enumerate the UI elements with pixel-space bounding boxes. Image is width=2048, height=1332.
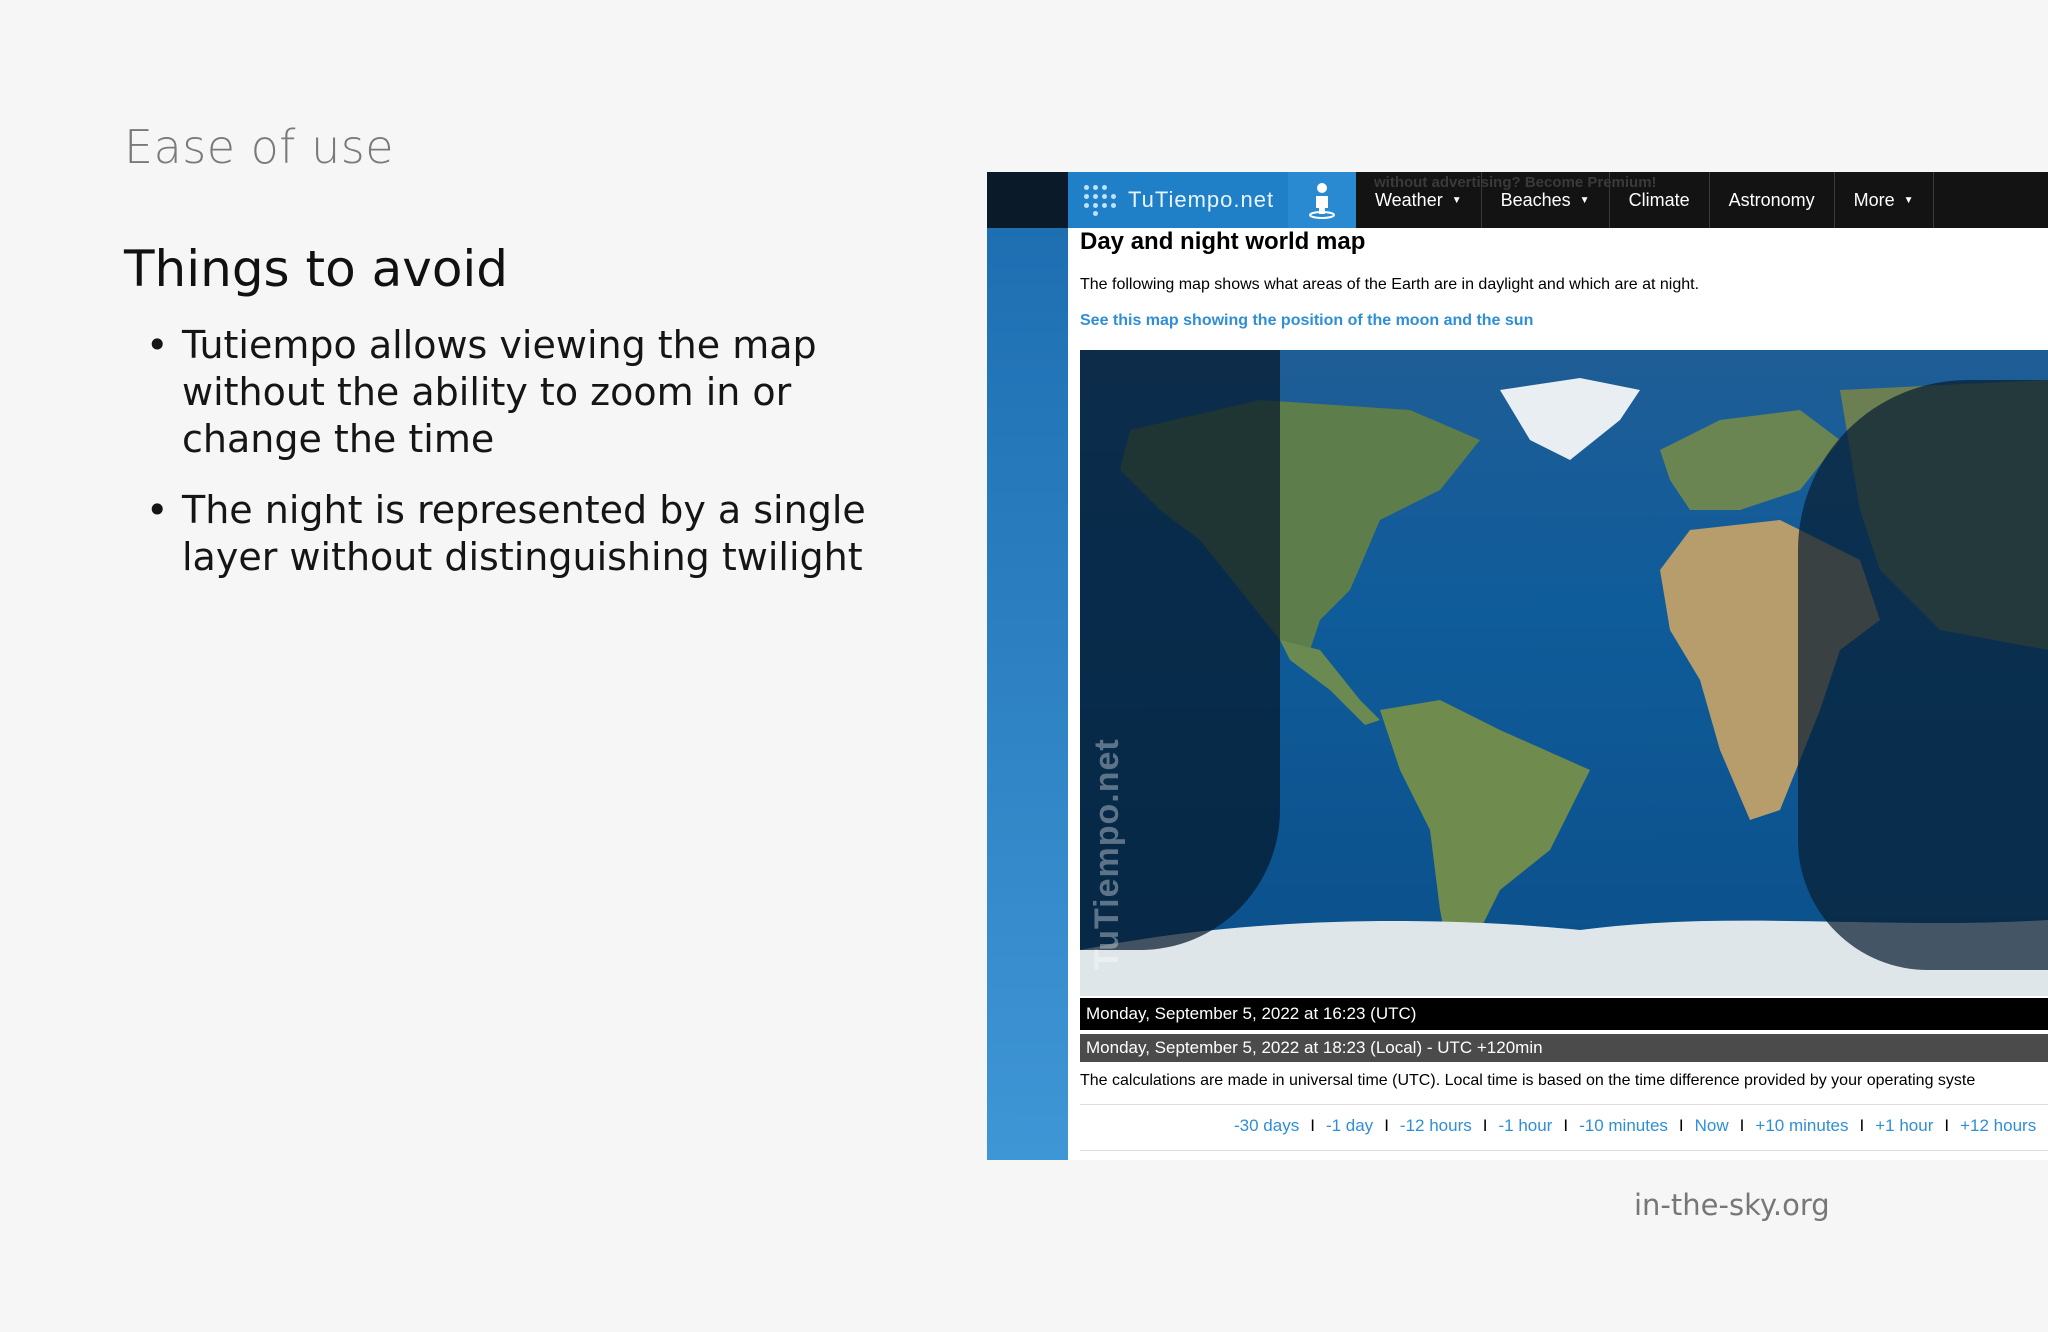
calculation-note: The calculations are made in universal time (UTC). Local time is based on the time difference provided by your operating syste [1080,1072,1976,1089]
bullet-item [146,487,876,581]
minus-10-minutes-link[interactable]: -10 minutes [1579,1116,1668,1135]
minus-1-day-link[interactable]: -1 day [1325,1116,1374,1135]
separator: I [1859,1116,1865,1135]
nav-beaches[interactable] [1482,172,1610,228]
now-link[interactable]: Now [1694,1116,1729,1135]
logo-text: TuTiempo.net [1128,187,1275,212]
separator: I [1563,1116,1569,1135]
caret-down-icon: ▼ [1903,194,1914,206]
navbar-left-block [987,172,1068,228]
separator: I [1739,1116,1745,1135]
user-icon [1288,172,1356,228]
minus-1-hour-link[interactable]: -1 hour [1498,1116,1553,1135]
nav-more[interactable] [1835,172,1934,228]
bullet-dot: • [146,488,169,532]
nav-weather[interactable] [1356,172,1482,228]
nav-label: More [1853,189,1895,210]
divider [1080,1104,2048,1105]
slide-heading: Things to avoid [124,240,509,298]
nav-astronomy[interactable] [1710,172,1835,228]
separator: I [1678,1116,1684,1135]
local-time: Monday, September 5, 2022 at 18:23 (Local) - UTC +120min [1080,1034,2048,1062]
plus-12-hours-link[interactable]: +12 hours [1960,1116,2037,1135]
plus-1-hour-link[interactable]: +1 hour [1875,1116,1934,1135]
caret-down-icon: ▼ [1451,194,1462,206]
separator: I [1310,1116,1315,1135]
user-button[interactable] [1288,172,1356,228]
map-watermark: TuTiempo.net [1088,738,1126,970]
utc-time: Monday, September 5, 2022 at 16:23 (UTC) [1080,998,2048,1030]
premium-promo[interactable]: without advertising? Become Premium! [1374,174,1657,191]
nav-label: Beaches [1500,189,1571,210]
caret-down-icon: ▼ [1579,194,1590,206]
nav-label: Climate [1628,189,1690,210]
page-description: The following map shows what areas of the Earth are in daylight and which are at night. [1080,276,1700,293]
nav-menu [1356,172,1934,228]
bullet-dot: • [146,323,169,367]
logo-dots-icon [1084,185,1118,215]
time-controls [1234,1116,2036,1136]
page-title: Day and night world map [1080,228,1366,255]
separator: I [1384,1116,1389,1135]
bullet-list [146,322,876,605]
night-layer-right [1798,380,2048,970]
top-navbar [987,172,2048,228]
nav-label: Astronomy [1728,189,1815,210]
plus-10-minutes-link[interactable]: +10 minutes [1755,1116,1849,1135]
left-sidebar [987,228,1068,1160]
minus-12-hours-link[interactable]: -12 hours [1399,1116,1472,1135]
bullet-text: The night is represented by a single layer without distinguishing twilight [182,488,866,579]
bullet-item [146,322,876,463]
source-label: in-the-sky.org [1634,1188,1830,1222]
minus-30-days-link[interactable]: -30 days [1234,1116,1300,1135]
site-logo[interactable] [1068,172,1288,228]
website-screenshot [987,172,2048,1160]
separator: I [1482,1116,1488,1135]
separator: I [1944,1116,1950,1135]
world-map [1080,350,2048,996]
nav-label: Weather [1375,189,1443,210]
slide-section-title: Ease of use [124,120,395,174]
moon-sun-map-link[interactable]: See this map showing the position of the moon and the sun [1080,312,1534,329]
nav-climate[interactable] [1610,172,1710,228]
bullet-text: Tutiempo allows viewing the map without the ability to zoom in or change the time [182,323,817,461]
divider [1080,1150,2048,1151]
